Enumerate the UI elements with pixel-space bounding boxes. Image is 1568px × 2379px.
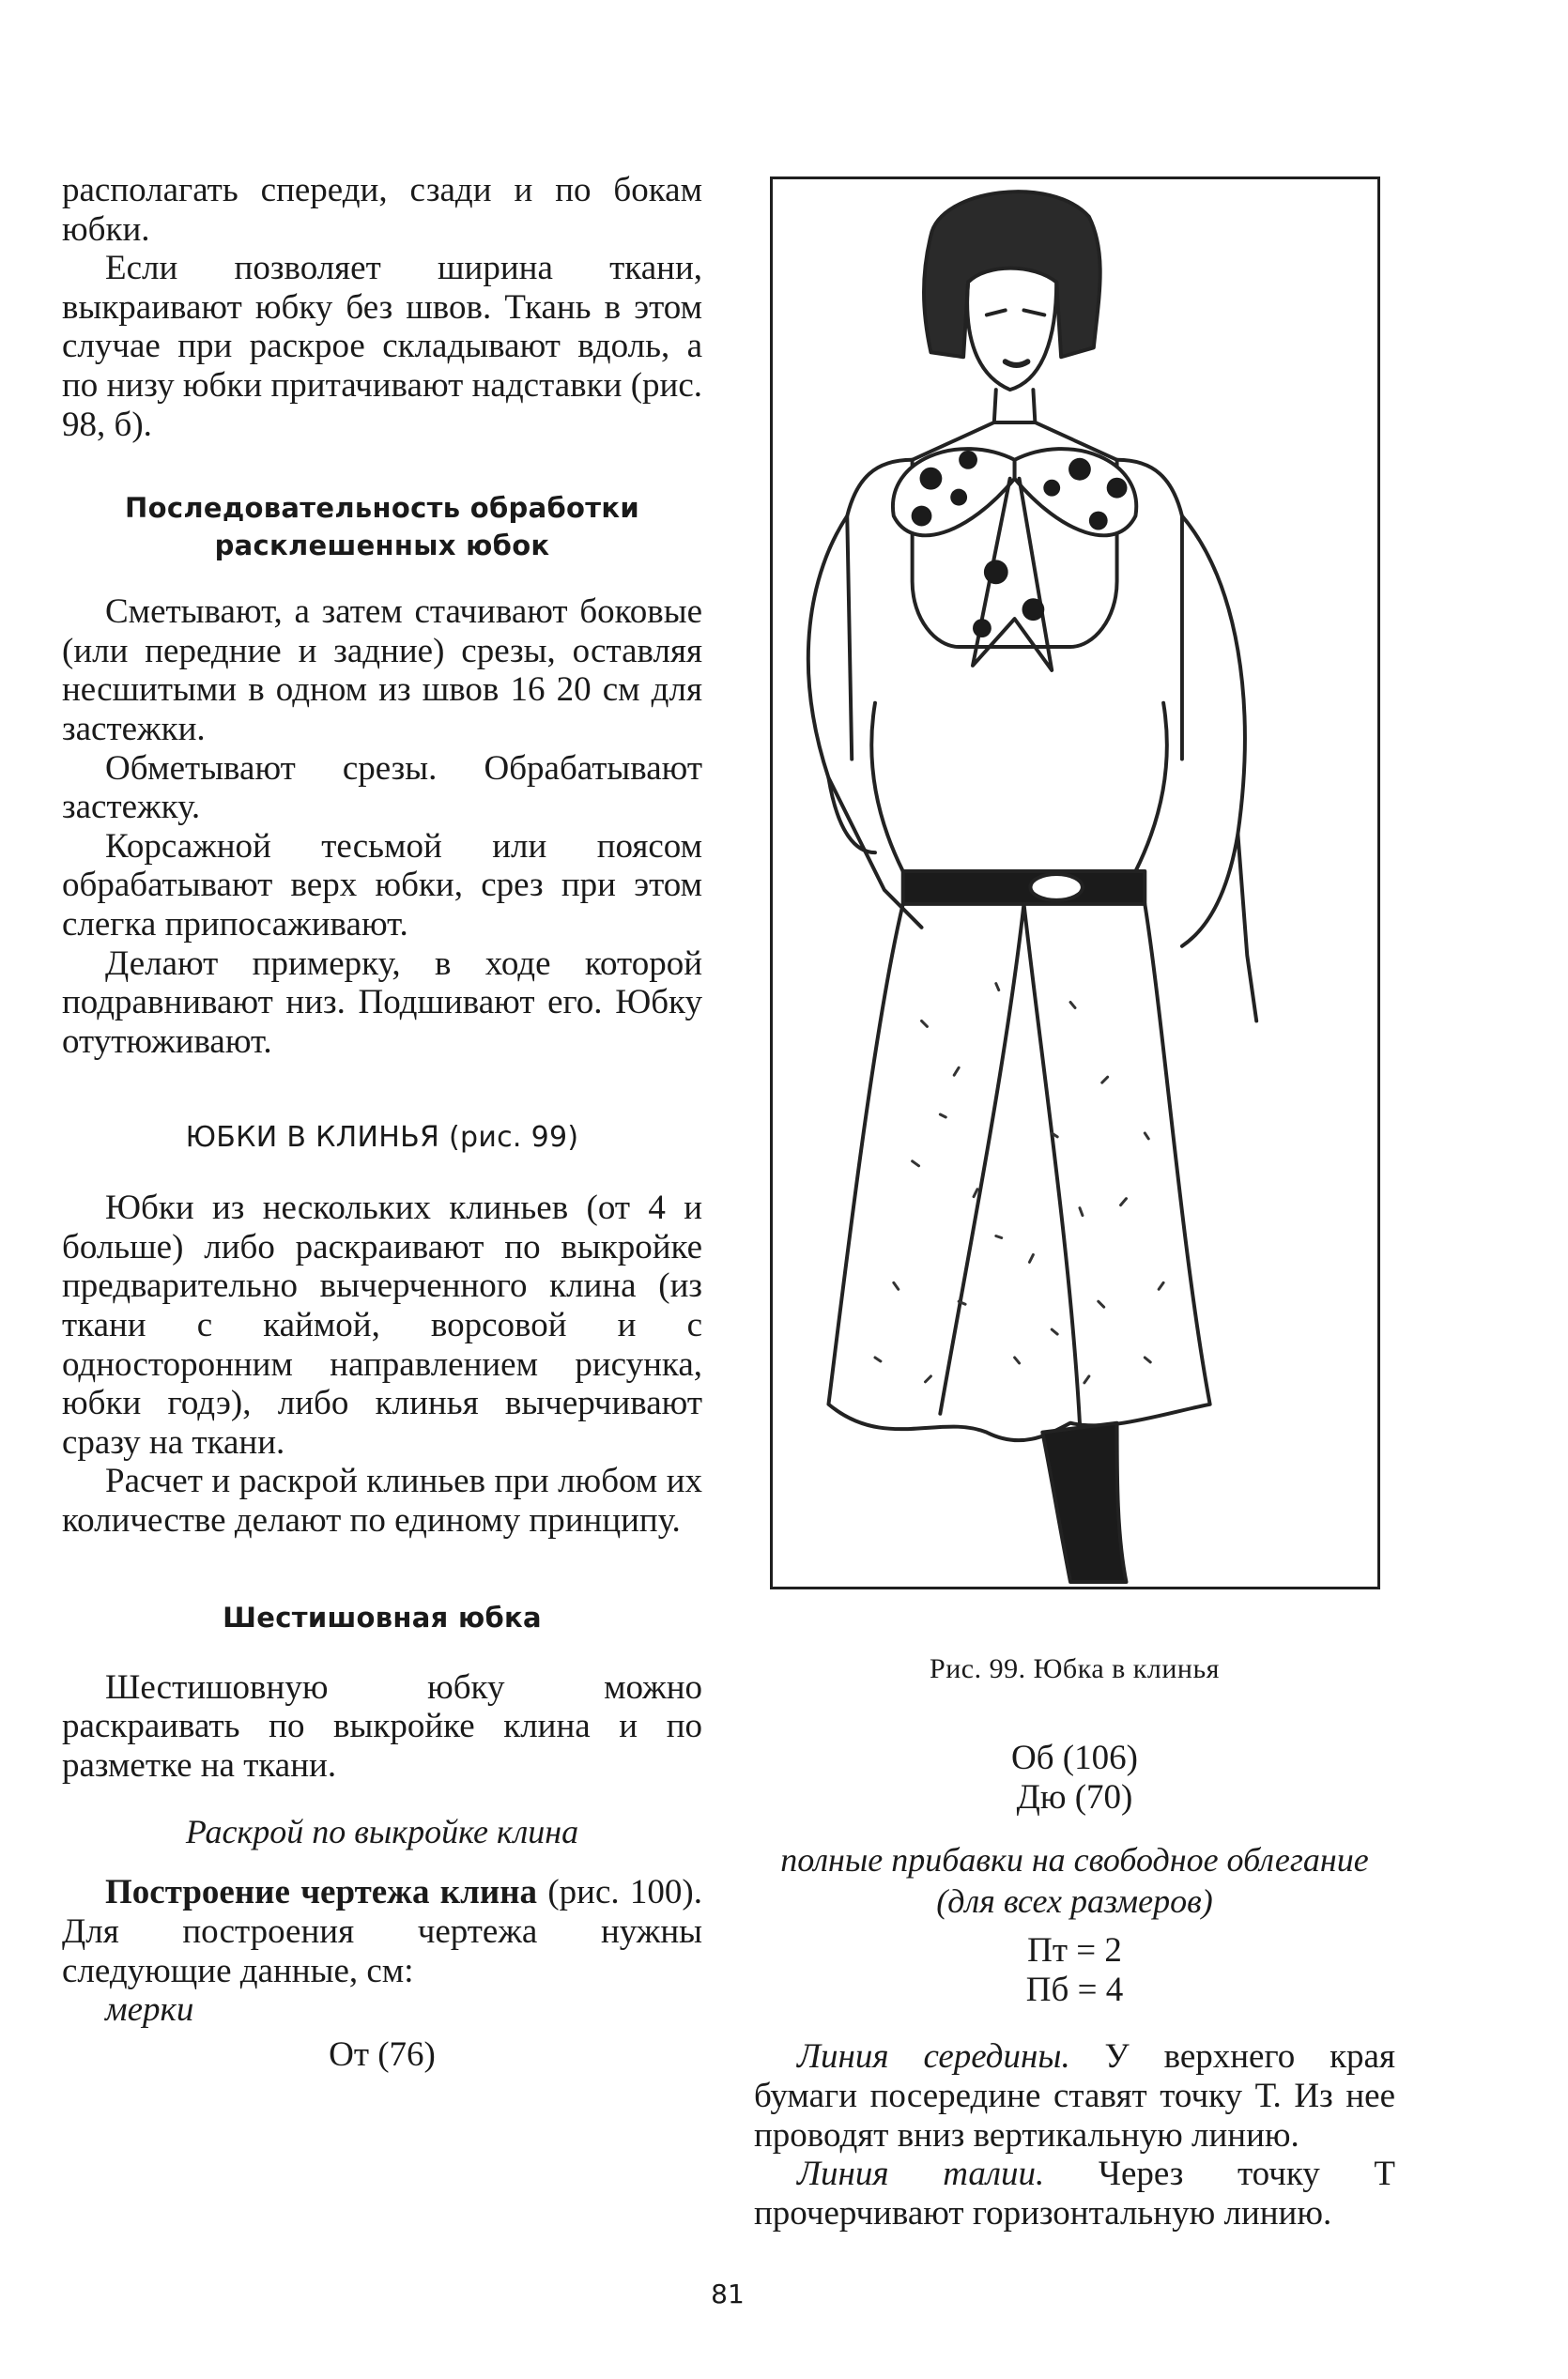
subsection-heading: Шестишовная юбка	[223, 1601, 542, 1634]
allowance-pt: Пт = 2	[1027, 1931, 1122, 1971]
measure-ot: От (76)	[329, 2034, 436, 2074]
paragraph-text: Через точку Т прочерчивают горизонтальную линию.	[754, 2155, 1395, 2233]
section-heading: ЮБКИ В КЛИНЬЯ (рис. 99)	[185, 1121, 579, 1155]
paragraph	[754, 2037, 1395, 2155]
measure-dyu: Дю (70)	[1016, 1777, 1133, 1817]
paragraph: Обметывают срезы. Обрабатывают застежку.	[62, 748, 702, 827]
right-column	[754, 1739, 1395, 2233]
italic-term: Линия середины.	[797, 2037, 1070, 2077]
section-heading: Последовательность обработки расклешенных юбок	[125, 492, 639, 562]
figure-caption: Рис. 99. Юбка в клинья	[930, 1653, 1220, 1684]
paragraph: Сметывают, а затем стачивают боковые (или передние и задние) срезы, оставляя несшитыми в одном из швов 16 20 см для застежки.	[62, 592, 702, 748]
paragraph-text: У верхнего края бумаги посередине ставят точку Т. Из нее проводят вниз вертикальную линию.	[754, 2037, 1395, 2155]
paragraph: Корсажной тесьмой или поясом обрабатывают верх юбки, срез при этом слегка припосаживают.	[62, 826, 702, 944]
label-merki: мерки	[105, 1990, 194, 2030]
paragraph	[754, 2155, 1395, 2233]
subheading-italic: Раскрой по выкройке клина	[185, 1813, 579, 1851]
paragraph: Делают примерку, в ходе которой подравнивают низ. Подшивают его. Юбку отутюживают.	[62, 944, 702, 1061]
page-number: 81	[711, 2279, 745, 2310]
left-column	[62, 171, 702, 2074]
allowance-pb: Пб = 4	[1025, 1970, 1124, 2009]
paragraph-text: (рис. 100). Для построения чертежа нужны следующие данные, см:	[62, 1873, 702, 1990]
measure-ob: Об (106)	[1011, 1739, 1138, 1777]
bold-term: Построение чертежа клина	[105, 1873, 538, 1912]
paragraph: располагать спереди, сзади и по бокам юбки.	[62, 171, 702, 249]
paragraph: Если позволяет ширина ткани, выкраивают юбку без швов. Ткань в этом случае при раскрое складывают вдоль, а по низу юбки притачивают надставки (рис. 98, б).	[62, 249, 702, 444]
italic-term: Линия талии.	[797, 2155, 1045, 2194]
paragraph: Шестишовную юбку можно раскраивать по выкройке клина и по разметке на ткани.	[62, 1667, 702, 1785]
allowances-heading: полные прибавки на свободное облегание (для всех размеров)	[780, 1841, 1369, 1921]
fashion-sketch	[773, 179, 1377, 1587]
paragraph: Расчет и раскрой клиньев при любом их количестве делают по единому принципу.	[62, 1462, 702, 1541]
paragraph: Юбки из нескольких клиньев (от 4 и больше) либо раскраивают по выкройке предварительно вычерченного клина (из ткани с каймой, ворсовой и с односторонним направлением рисунка, юбки годэ), либо клинья вычерчивают сразу на ткани.	[62, 1189, 702, 1462]
figure-99-illustration	[770, 177, 1380, 1589]
paragraph	[62, 1873, 702, 1990]
